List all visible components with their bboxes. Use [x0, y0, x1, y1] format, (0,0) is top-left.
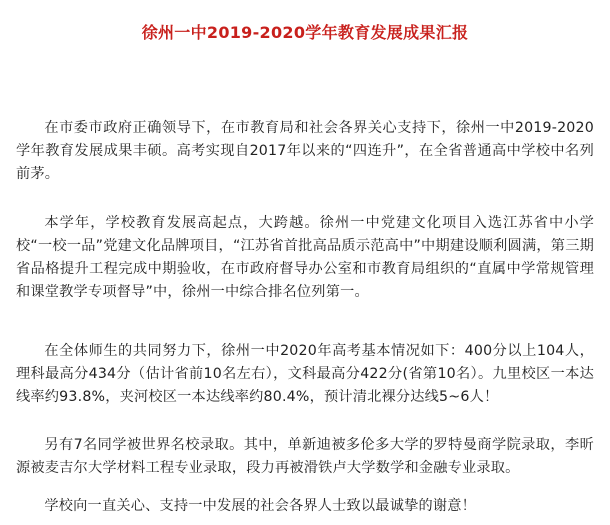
- paragraph-overseas-admissions: 另有7名同学被世界名校录取。其中，单新迪被多伦多大学的罗特曼商学院录取，李昕源被麦吉尔大学材料工程专业录取，段力再被滑铁卢大学数学和金融专业录取。: [16, 437, 594, 476]
- paragraph-development: 本学年，学校教育发展高起点，大跨越。徐州一中党建文化项目入选江苏省中小学校“一校一品”党建文化品牌项目，“江苏省首批高品质示范高中”中期建设顺利圆满，第三期省品格提升工程完成中期验收，在市政府督导办公室和市教育局组织的“直属中学常规管理和课堂教学专项督导”中，徐州一中综合排名位列第一。: [16, 215, 594, 300]
- paragraph-exam-results: 在全体师生的共同努力下，徐州一中2020年高考基本情况如下：400分以上104人，理科最高分434分（估计省前10名左右），文科最高分422分(省第10名）。九里校区一本达线率约93.8%，夹河校区一本达线率约80.4%，预计清北裸分达线5~6人！: [16, 343, 594, 405]
- paragraph-intro: 在市委市政府正确领导下，在市教育局和社会各界关心支持下，徐州一中2019-2020学年教育发展成果丰硕。高考实现自2017年以来的“四连升”，在全省普通高中学校中名列前茅。: [16, 120, 594, 182]
- paragraph-thanks: 学校向一直关心、支持一中发展的社会各界人士致以最诚挚的谢意！: [44, 498, 477, 514]
- article-title: 徐州一中2019-2020学年教育发展成果汇报: [141, 23, 469, 42]
